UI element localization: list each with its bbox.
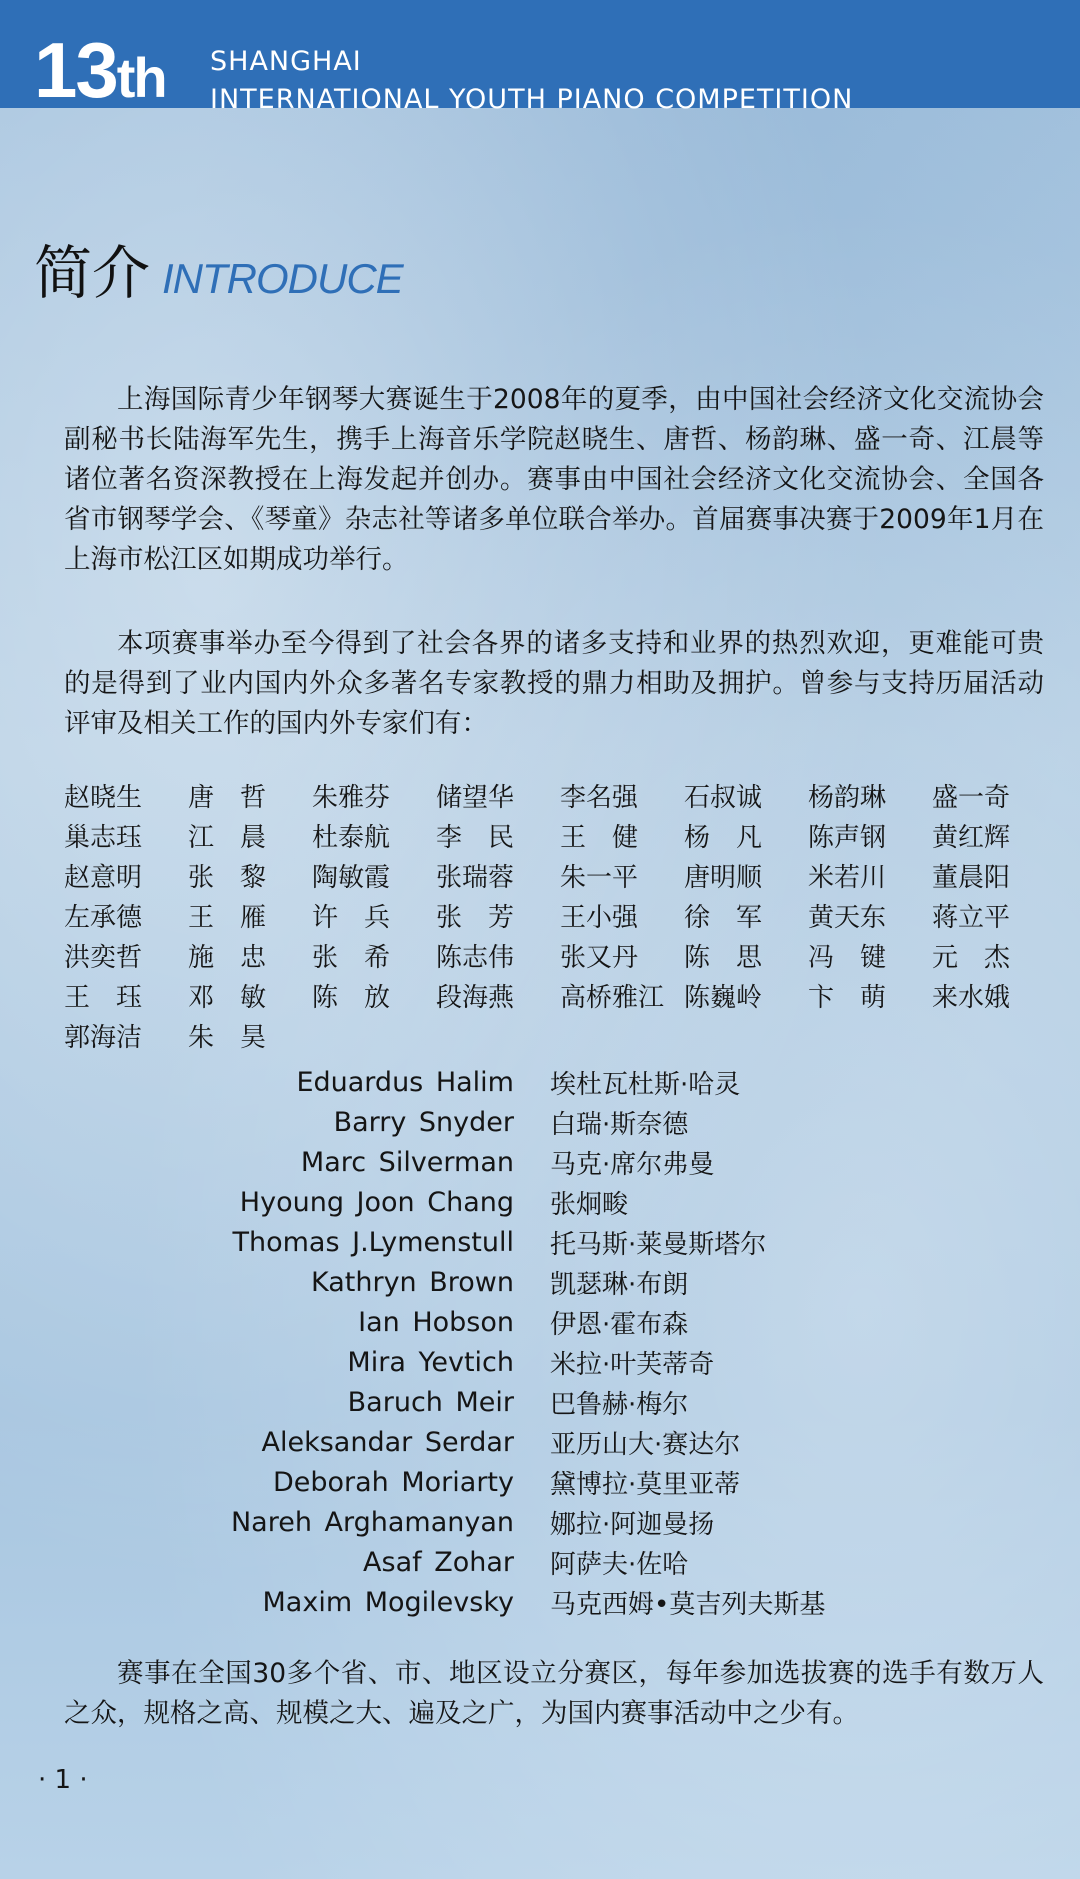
intl-expert-name-cn: 埃杜瓦杜斯·哈灵 [550,1069,741,1100]
expert-name-cn: 石叔诚 [684,783,763,813]
expert-name-cn: 杨韵琳 [808,783,887,813]
expert-name-cn: 郭海洁 [64,1023,143,1053]
intl-expert-name-cn: 阿萨夫·佐哈 [550,1549,689,1580]
expert-name-cn: 盛一奇 [932,783,1011,813]
intl-expert-row [150,1302,980,1342]
intl-expert-name-cn: 张炯畯 [550,1189,629,1220]
expert-name-cn: 唐 哲 [188,783,267,813]
intl-expert-name-en: Eduardus Halim [296,1066,514,1098]
intl-expert-name-en: Ian Hobson [358,1306,514,1338]
edition-suffix: th [116,46,166,109]
header-competition-name: INTERNATIONAL YOUTH PIANO COMPETITION [210,84,854,115]
intl-expert-row [150,1382,980,1422]
expert-name-cn: 陈志伟 [436,943,515,973]
expert-name-cn: 许 兵 [312,903,391,933]
expert-name-cn: 巢志珏 [64,823,143,853]
intl-expert-name-en: Hyoung Joon Chang [239,1186,514,1218]
intl-expert-name-cn: 亚历山大·赛达尔 [550,1429,741,1460]
intl-expert-row [150,1182,980,1222]
intl-expert-row [150,1462,980,1502]
expert-name-cn: 朱 昊 [188,1023,267,1053]
expert-name-cn: 董晨阳 [932,863,1011,893]
intl-expert-name-en: Asaf Zohar [363,1546,514,1578]
expert-name-cn: 邓 敏 [188,983,267,1013]
intl-expert-name-en: Mira Yevtich [347,1346,514,1378]
intl-expert-name-cn: 白瑞·斯奈德 [550,1109,689,1140]
intl-expert-row [150,1222,980,1262]
expert-name-cn: 李 民 [436,823,515,853]
header-city: SHANGHAI [210,46,362,77]
expert-name-cn: 张瑞蓉 [436,863,515,893]
intl-expert-row [150,1062,980,1102]
intro-paragraph-history: 上海国际青少年钢琴大赛诞生于2008年的夏季，由中国社会经济文化交流协会副秘书长陆海军先生，携手上海音乐学院赵晓生、唐哲、杨韵琳、盛一奇、江晨等诸位著名资深教授在上海发起并创办。赛事由中国社会经济文化交流协会、全国各省市钢琴学会、《琴童》杂志社等诸多单位联合举办。首届赛事决赛于2009年1月在上海市松江区如期成功举行。 [64,384,1044,575]
page-number: · 1 · [38,1765,88,1795]
intl-expert-name-cn: 马克·席尔弗曼 [550,1149,715,1180]
expert-name-cn: 朱一平 [560,863,639,893]
expert-name-cn: 高桥雅江 [560,983,665,1013]
section-title [34,226,403,307]
expert-name-cn: 蒋立平 [932,903,1011,933]
expert-name-cn: 张 希 [312,943,391,973]
intl-expert-name-en: Thomas J.Lymenstull [232,1226,514,1258]
intl-expert-name-cn: 马克西姆•莫吉列夫斯基 [550,1589,826,1620]
edition-number: 13 [34,26,117,114]
expert-name-cn: 洪奕哲 [64,943,143,973]
intl-expert-row [150,1542,980,1582]
intl-expert-name-en: Baruch Meir [347,1386,514,1418]
intl-expert-name-cn: 娜拉·阿迦曼扬 [550,1509,715,1540]
intl-expert-row [150,1142,980,1182]
expert-name-cn: 冯 键 [808,943,887,973]
expert-name-cn: 黄天东 [808,903,887,933]
expert-name-cn: 陈 放 [312,983,391,1013]
intl-expert-name-en: Marc Silverman [300,1146,514,1178]
expert-name-cn: 张 黎 [188,863,267,893]
section-title-cn: 简介 [34,239,151,307]
expert-name-cn: 陈声钢 [808,823,887,853]
expert-name-cn: 王 珏 [64,983,143,1013]
expert-name-cn: 杨 凡 [684,823,763,853]
intl-expert-name-cn: 伊恩·霍布森 [550,1309,689,1340]
intl-expert-row [150,1502,980,1542]
intl-expert-name-en: Aleksandar Serdar [261,1426,514,1458]
expert-name-cn: 卞 萌 [808,983,887,1013]
domestic-experts-grid [64,778,1044,1058]
intl-expert-name-cn: 托马斯·莱曼斯塔尔 [550,1229,767,1260]
intl-expert-name-en: Deborah Moriarty [272,1466,514,1498]
intl-expert-name-cn: 凯瑟琳·布朗 [550,1269,689,1300]
expert-name-cn: 来水娥 [932,983,1011,1013]
expert-name-cn: 左承德 [64,903,143,933]
intl-expert-name-cn: 黛博拉·莫里亚蒂 [550,1469,741,1500]
expert-name-cn: 王小强 [560,903,639,933]
expert-name-cn: 王 健 [560,823,639,853]
expert-name-cn: 唐明顺 [684,863,763,893]
expert-name-cn: 赵晓生 [64,783,143,813]
expert-name-cn: 江 晨 [188,823,267,853]
intl-expert-row [150,1262,980,1302]
expert-name-cn: 张 芳 [436,903,515,933]
intl-expert-row [150,1102,980,1142]
expert-name-cn: 李名强 [560,783,639,813]
section-title-en: INTRODUCE [162,255,403,302]
expert-name-cn: 施 忠 [188,943,267,973]
expert-name-cn: 陈 思 [684,943,763,973]
header-bar [0,0,1080,115]
expert-name-cn: 米若川 [808,863,887,893]
expert-name-cn: 陶敏霞 [312,863,391,893]
expert-name-cn: 段海燕 [436,983,515,1013]
expert-name-cn: 杜泰航 [312,823,391,853]
international-experts-list [150,1062,980,1622]
expert-name-cn: 张又丹 [560,943,639,973]
intl-expert-name-cn: 米拉·叶芙蒂奇 [550,1349,715,1380]
expert-name-cn: 黄红辉 [932,823,1011,853]
expert-name-cn: 朱雅芬 [312,783,391,813]
intl-expert-row [150,1422,980,1462]
intl-expert-name-en: Kathryn Brown [311,1266,514,1298]
intl-expert-name-en: Maxim Mogilevsky [262,1586,514,1618]
edition-logo [34,26,166,118]
intl-expert-row [150,1582,980,1622]
intl-expert-row [150,1342,980,1382]
intl-expert-name-en: Barry Snyder [333,1106,514,1138]
expert-name-cn: 赵意明 [64,863,143,893]
expert-name-cn: 元 杰 [932,943,1011,973]
intl-expert-name-cn: 巴鲁赫·梅尔 [550,1389,689,1420]
expert-name-cn: 王 雁 [188,903,267,933]
expert-name-cn: 徐 军 [684,903,763,933]
intro-paragraph-support: 本项赛事举办至今得到了社会各界的诸多支持和业界的热烈欢迎，更难能可贵的是得到了业内国内外众多著名专家教授的鼎力相助及拥护。曾参与支持历届活动评审及相关工作的国内外专家们有： [64,628,1044,739]
intl-expert-name-en: Nareh Arghamanyan [230,1506,514,1538]
expert-name-cn: 陈巍岭 [684,983,763,1013]
intro-paragraph-scale: 赛事在全国30多个省、市、地区设立分赛区，每年参加选拔赛的选手有数万人之众，规格之高、规模之大、遍及之广，为国内赛事活动中之少有。 [64,1658,1044,1729]
expert-name-cn: 储望华 [436,783,515,813]
